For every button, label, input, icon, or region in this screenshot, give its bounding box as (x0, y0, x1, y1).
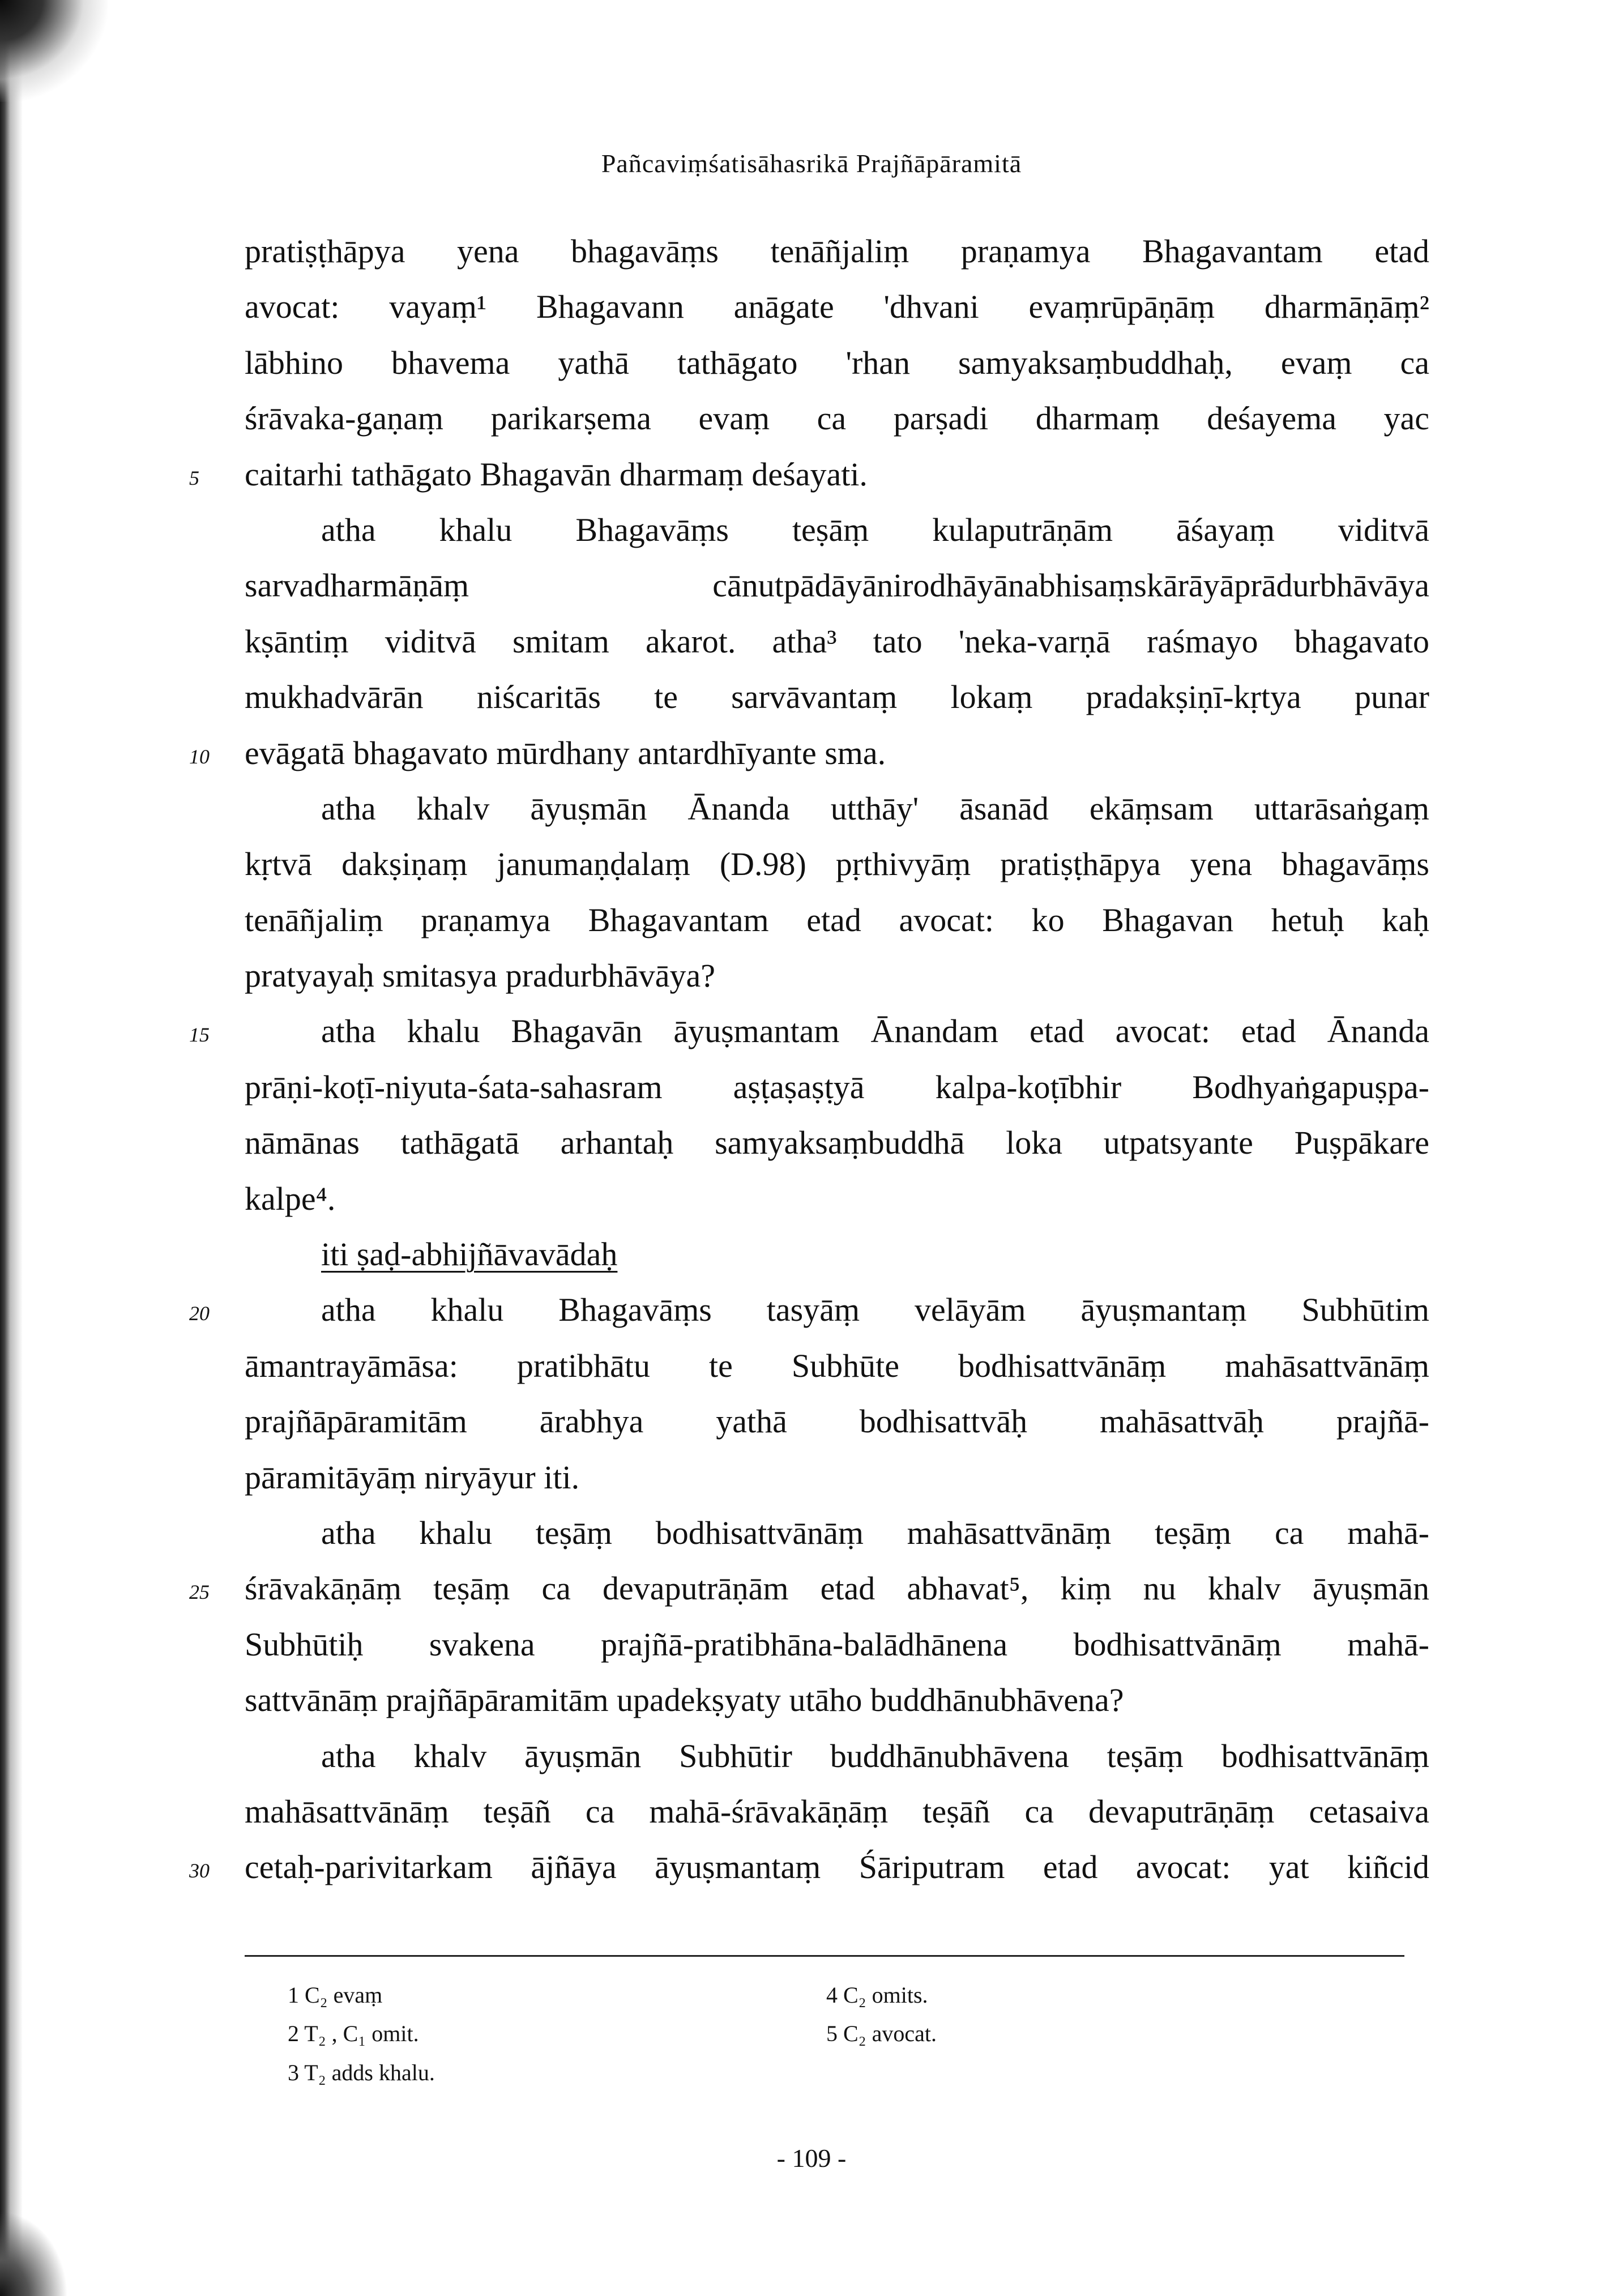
text-line: atha khalu Bhagavāṃs teṣāṃ kulaputrāṇām āśayaṃ viditvā (321, 511, 1429, 548)
text-line: sattvānāṃ prajñāpāramitām upadekṣyaty utāho buddhānubhāvena? (245, 1682, 1124, 1719)
scan-bottom-shadow (0, 2211, 68, 2296)
text-line: atha khalv āyuṣmān Ānanda utthāy' āsanād ekāṃsam uttarāsaṅgaṃ (321, 789, 1429, 827)
text-line: kṛtvā dakṣiṇaṃ janumaṇḍalaṃ (D.98) pṛthivyāṃ pratiṣṭhāpya yena bhagavāṃs (245, 846, 1429, 883)
line-number: 10 (189, 745, 210, 768)
footnote: 4 C₂ omits. (826, 1982, 928, 2008)
text-line: śrāvaka-gaṇaṃ parikarṣema evaṃ ca parṣadi dharmaṃ deśayema yac (245, 400, 1429, 437)
text-line: atha khalv āyuṣmān Subhūtir buddhānubhāvena teṣāṃ bodhisattvānāṃ (321, 1737, 1429, 1774)
footnote: 5 C₂ avocat. (826, 2021, 937, 2046)
text-line: āmantrayāmāsa: pratibhātu te Subhūte bodhisattvānāṃ mahāsattvānāṃ (245, 1347, 1429, 1384)
text-line: lābhino bhavema yathā tathāgato 'rhan samyaksaṃbuddhaḥ, evaṃ ca (245, 344, 1429, 381)
text-line: Subhūtiḥ svakena prajñā-pratibhāna-balādhānena bodhisattvānāṃ mahā- (245, 1625, 1429, 1663)
text-line: 20 atha khalu Bhagavāṃs tasyāṃ velāyām āyuṣmantaṃ Subhūtim (245, 1282, 1429, 1338)
line-number: 20 (189, 1302, 210, 1325)
text-line: tenāñjaliṃ praṇamya Bhagavantam etad avocat: ko Bhagavan hetuḥ kaḥ (245, 901, 1429, 938)
text-line: mahāsattvānāṃ teṣāñ ca mahā-śrāvakāṇāṃ teṣāñ ca devaputrāṇāṃ cetasaiva (245, 1793, 1429, 1830)
text-line: prajñāpāramitām ārabhya yathā bodhisattvāḥ mahāsattvāḥ prajñā- (245, 1403, 1429, 1440)
text-line: 10 evāgatā bhagavato mūrdhany antardhīyante sma. (245, 725, 1429, 781)
line-number: 30 (189, 1859, 210, 1883)
body-text (189, 224, 1429, 1896)
text-line: pratiṣṭhāpya yena bhagavāṃs tenāñjaliṃ praṇamya Bhagavantam etad (245, 233, 1429, 270)
running-head: Pañcaviṃśatisāhasrikā Prajñāpāramitā (601, 149, 1022, 178)
text-line: sarvadharmāṇāṃ cānutpādāyānirodhāyānabhisaṃskārāyāprādurbhāvāya (245, 567, 1429, 604)
page-number: - 109 - (776, 2144, 847, 2173)
scan-edge-shadow (0, 0, 34, 2296)
text-line: atha khalu teṣāṃ bodhisattvānāṃ mahāsattvānāṃ teṣāṃ ca mahā- (321, 1514, 1429, 1551)
section-heading: iti ṣaḍ-abhijñāvavādaḥ (321, 1236, 618, 1273)
footnote: 2 T₂ , C₁ omit. (288, 2021, 419, 2046)
line-number: 5 (189, 466, 199, 489)
scan-corner-shadow (0, 0, 108, 102)
text-line: kalpe⁴. (245, 1180, 336, 1217)
text-line: 5 caitarhi tathāgato Bhagavān dharmaṃ deśayati. (245, 447, 1429, 502)
text-line: 25 śrāvakāṇāṃ teṣāṃ ca devaputrāṇām etad abhavat⁵, kiṃ nu khalv āyuṣmān (245, 1561, 1429, 1616)
text-line: kṣāntiṃ viditvā smitam akarot. atha³ tato 'neka-varṇā raśmayo bhagavato (245, 622, 1429, 660)
text-line: 15 atha khalu Bhagavān āyuṣmantam Ānandam etad avocat: etad Ānanda (245, 1004, 1429, 1059)
text-line: prāṇi-koṭī-niyuta-śata-sahasram aṣṭaṣaṣṭyā kalpa-koṭībhir Bodhyaṅgapuṣpa- (245, 1068, 1429, 1106)
text-line: pratyayaḥ smitasya pradurbhāvāya? (245, 957, 715, 995)
text-line: mukhadvārān niścaritās te sarvāvantaṃ lokaṃ pradakṣiṇī-kṛtya punar (245, 678, 1429, 716)
footnote-rule (245, 1955, 1404, 1957)
text-line: pāramitāyāṃ niryāyur iti. (245, 1458, 580, 1496)
footnote: 3 T₂ adds khalu. (288, 2060, 435, 2085)
text-line: nāmānas tathāgatā arhantaḥ samyaksaṃbuddhā loka utpatsyante Puṣpākare (245, 1124, 1429, 1162)
text-line: avocat: vayaṃ¹ Bhagavann anāgate 'dhvani evaṃrūpāṇāṃ dharmāṇāṃ² (245, 288, 1429, 326)
text-line: 30 cetaḥ-parivitarkam ājñāya āyuṣmantaṃ Śāriputram etad avocat: yat kiñcid (245, 1840, 1429, 1895)
line-number: 25 (189, 1581, 210, 1604)
line-number: 15 (189, 1023, 210, 1047)
footnote: 1 C₂ evaṃ (288, 1982, 383, 2008)
